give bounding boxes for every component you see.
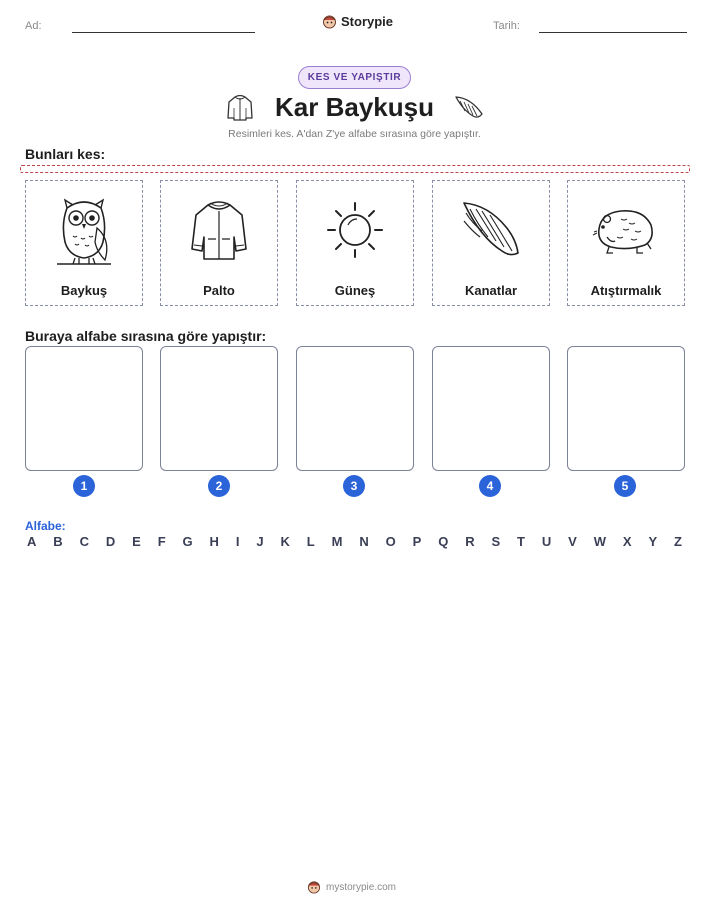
cut-card-coat (160, 180, 278, 306)
date-line (539, 32, 687, 33)
alphabet-letter: U (541, 534, 552, 549)
number-badge-4: 4 (479, 475, 501, 497)
cut-line (20, 165, 690, 173)
alphabet-letter: W (593, 534, 607, 549)
alphabet-letter: S (491, 534, 501, 549)
alphabet-letter: P (412, 534, 422, 549)
cut-card-snack (567, 180, 685, 306)
name-label: Ad: (25, 20, 42, 32)
cut-card-sun (296, 180, 414, 306)
alphabet-letter: Y (648, 534, 658, 549)
paste-box-2[interactable] (160, 346, 278, 471)
paste-heading: Buraya alfabe sırasına göre yapıştır: (25, 328, 267, 344)
alphabet-letter: J (256, 534, 264, 549)
alphabet-letter: K (280, 534, 290, 549)
date-label: Tarih: (493, 20, 520, 32)
storypie-mascot-icon (322, 14, 337, 29)
cut-card-label: Palto (203, 283, 235, 298)
owl-icon (53, 194, 115, 266)
cut-card-wings (432, 180, 550, 306)
alphabet-letter: G (182, 534, 193, 549)
alphabet-letter: A (27, 534, 37, 549)
brand-logo (322, 14, 393, 29)
alphabet-letter: D (105, 534, 116, 549)
wings-icon (458, 197, 524, 263)
alphabet-letter: H (209, 534, 219, 549)
paste-box-1[interactable] (25, 346, 143, 471)
footer-site: mystorypie.com (326, 881, 397, 893)
paste-box-5[interactable] (567, 346, 685, 471)
alphabet-letter: Q (438, 534, 449, 549)
number-badge-1: 1 (73, 475, 95, 497)
alphabet-letter: R (465, 534, 475, 549)
paste-box-3[interactable] (296, 346, 414, 471)
number-badge-2: 2 (208, 475, 230, 497)
alphabet-letter: T (517, 534, 525, 549)
alphabet-letter: V (568, 534, 577, 549)
lemming-icon (591, 203, 661, 257)
name-line (72, 32, 255, 33)
page-title: Kar Baykuşu (275, 92, 434, 122)
alphabet-label: Alfabe: (25, 519, 66, 533)
alphabet-letter: E (132, 534, 141, 549)
alphabet-letter: O (385, 534, 396, 549)
number-badge-5: 5 (614, 475, 636, 497)
alphabet-letter: F (157, 534, 166, 549)
cut-card-label: Atıştırmalık (590, 283, 662, 298)
activity-badge: KES VE YAPIŞTIR (298, 66, 411, 89)
brand-name: Storypie (341, 14, 394, 29)
alphabet-letter: N (359, 534, 369, 549)
alphabet-letter: B (53, 534, 63, 549)
alphabet-letter: C (79, 534, 89, 549)
alphabet-letter: Z (674, 534, 682, 549)
storypie-mascot-icon (307, 880, 321, 894)
coat-icon (186, 197, 252, 263)
cut-card-label: Kanatlar (464, 283, 518, 298)
sun-icon (324, 199, 386, 261)
alphabet-letter: X (622, 534, 632, 549)
footer (307, 880, 396, 894)
cut-card-owl (25, 180, 143, 306)
wing-icon (453, 92, 485, 124)
alphabet-letter: I (235, 534, 240, 549)
alphabet-letter: L (306, 534, 315, 549)
instructions: Resimleri kes. A'dan Z'ye alfabe sırasına göre yapıştır. (228, 128, 481, 140)
number-badge-3: 3 (343, 475, 365, 497)
alphabet-row (27, 534, 682, 549)
alphabet-letter: M (331, 534, 343, 549)
paste-box-4[interactable] (432, 346, 550, 471)
cut-heading: Bunları kes: (25, 146, 106, 162)
cut-card-label: Güneş (334, 283, 376, 298)
cut-card-label: Baykuş (60, 283, 108, 298)
